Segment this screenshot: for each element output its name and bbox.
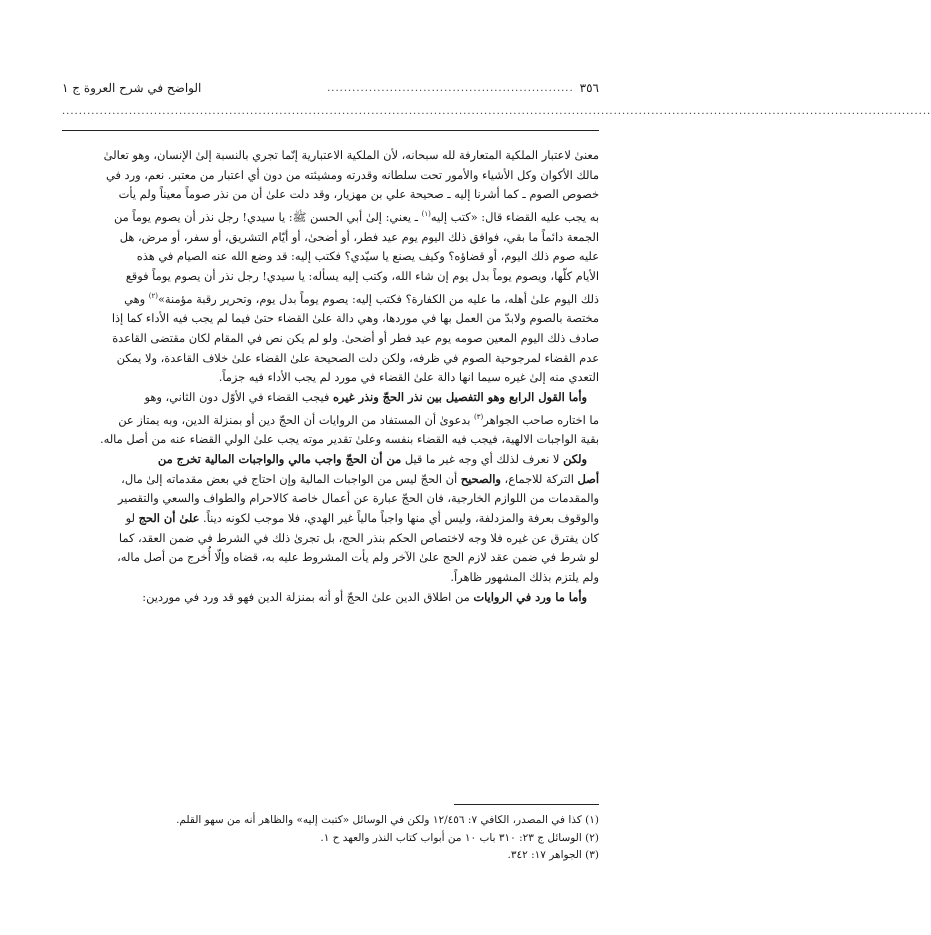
text-line: كان يفترق عن غيره فلا وجه لاختصاص الحكم بنذر الحج، بل تجرىٰ ذلك في الشرط في ضمن العقد، كما: [118, 530, 599, 545]
footnote-2: (٢) الوسائل ج ٢٣: ٣١٠ باب ١٠ من أبواب كتاب النذر والعهد ح ١.: [320, 831, 599, 844]
text-span: ذلك اليوم علىٰ أهله، ما عليه من الكفارة؟ فكتب إليه: يصوم يوماً بدل يوم، وتحرير رقبة مؤمنة»: [157, 291, 599, 306]
footnote-3: (٣) الجواهر ١٧: ٣٤٢.: [507, 849, 599, 861]
bold-span: علىٰ أن الحج: [138, 511, 200, 526]
footnote-rule: [454, 804, 599, 805]
text-span: التركة للاجماع،: [500, 471, 578, 486]
text-line: خصوص الصوم ـ كما أشرنا إليه ـ صحيحة علي بن مهزيار، وقد دلت علىٰ أن من نذر صوماً معيناً ولم يأت: [118, 187, 599, 202]
text-line: [62, 509, 599, 529]
text-span: به يجب عليه القضاء قال: «كتب إليه: [430, 209, 599, 224]
text-line: [62, 588, 599, 608]
body-text: [62, 146, 599, 608]
dotted-separator: ................................................................................................................................................................................................................: [62, 106, 931, 117]
text-span: وهي: [124, 291, 149, 306]
text-span: لو: [125, 511, 139, 526]
text-line: [62, 408, 599, 431]
text-span: ـ يعني: إلىٰ أبي الحسن ﷺ: يا سيدي! رجل نذر أن يصوم يوماً من: [113, 209, 422, 224]
text-line: لو شرط في ضمن عقد لازم الحج علىٰ الآخر ولم يأت المشروط عليه به، قضاه وإلّا أُخرج من أصل ماله،: [117, 550, 599, 565]
footnote-ref: (١): [421, 210, 431, 219]
text-line: مختصة بالصوم ولابدّ من العمل بها في موردها، وهي دالة علىٰ القضاء حتىٰ فيما لم يجب فيه الأداء كما إذا: [111, 311, 599, 326]
text-span: من اطلاق الدين علىٰ الحجّ أو أنه بمنزلة الدين فهو قد ورد في موردين:: [142, 589, 474, 604]
text-line: [62, 450, 599, 470]
text-span: فيجب القضاء في الأوّل دون الثاني، وهو: [144, 390, 333, 405]
text-line: مالك الأكوان وكل الأشياء والأمور تحت سلطانه وقدرته ومشيئته من دون أي اعتبار من معتبر. نعم، ورد في: [105, 167, 599, 182]
text-span: بدعوىٰ أن المستفاد من الروايات أن الحجّ دين أو بمنزلة الدين، وبه يمتاز عن: [118, 412, 475, 427]
running-header: [62, 76, 599, 100]
text-line: ولم يلتزم بذلك المشهور ظاهراً.: [450, 570, 599, 585]
text-line: معنىٰ لاعتبار الملكية المتعارفة لله سبحانه، لأن الملكية الاعتبارية إنّما تجري بالنسبة إلىٰ الإنسان، وهو تعالىٰ: [103, 148, 599, 162]
bold-span: والصحيح: [460, 471, 501, 486]
page-number: ٣٥٦: [579, 81, 599, 95]
text-line: عليه صوم ذلك اليوم، أو قضاؤه؟ وكيف يصنع يا سيّدي؟ فكتب إليه: قد وضع الله عنه الصيام في هذه: [136, 249, 599, 264]
text-line: [62, 388, 599, 408]
bold-span: وأما القول الرابع وهو التفصيل بين نذر الحجّ ونذر غيره: [332, 390, 587, 405]
text-span: والوقوف بعرفة والمزدلفة، وليس أي منها واجباً مالياً غير الهدي، فلا موجب لكونه ديناً.: [199, 511, 599, 526]
header-dot-leader: ...........................................................: [327, 82, 574, 94]
running-title: الواضح في شرح العروة ج ١: [62, 81, 202, 95]
text-span: أن الحجّ ليس من الواجبات المالية وإن احتاج في بعض مقدماته إلىٰ مال،: [121, 471, 461, 486]
bold-span: أصل: [577, 471, 599, 486]
text-line: [62, 287, 599, 310]
footnote-ref: (٢): [148, 291, 158, 300]
text-line: بقية الواجبات الالهية، فيجب فيه القضاء بنفسه وعلىٰ تقدير موته يجب علىٰ الولي القضاء عنه من أصل ماله.: [99, 432, 599, 447]
bold-span: وأما ما ورد في الروايات: [473, 589, 587, 604]
bold-span: ولكن: [563, 451, 587, 466]
text-line: والمقدمات من اللوازم الخارجية، فان الحجّ عبارة عن أعمال خاصة كالاحرام والطواف والسعي والتقصير: [117, 491, 599, 506]
text-span: لا نعرف لذلك أي وجه غير ما قيل: [401, 451, 564, 466]
text-line: الأيام كلّها، ويصوم يوماً بدل يوم إن شاء الله، وكتب إليه يسأله: يا سيدي! رجل نذر أن يصوم يوماً فوقع: [125, 269, 599, 284]
text-span: ما اختاره صاحب الجواهر: [483, 412, 599, 427]
header-rule: [62, 130, 599, 131]
footnote-1: (١) كذا في المصدر، الكافي ٧: ١٢/٤٥٦ ولكن في الوسائل «كتبت إليه» والظاهر أنه من سهو القلم.: [176, 814, 599, 826]
footnotes: [62, 812, 599, 865]
text-line: عدم القضاء لمرجوحية الصوم في ظرفه، ولكن دلت الصحيحة علىٰ القضاء علىٰ خلاف القاعدة، ولا يمكن: [116, 350, 599, 365]
text-line: [62, 470, 599, 490]
footnote-ref: (٣): [474, 412, 484, 421]
text-line: الجمعة دائماً ما بقي، فوافق ذلك اليوم يوم عيد فطر، أو أضحىٰ، أو أيّام التشريق، أو سفر، أو مرض، هل: [119, 229, 599, 244]
text-line: صادف ذلك اليوم المعين صومه يوم عيد فطر أو أضحىٰ. ولو لم يكن نص في المقام لكان مقتضى القاعدة: [112, 330, 599, 345]
text-line: التعدي منه إلىٰ غيره سيما انها دالة علىٰ القضاء في مورد لم يجب الأداء فيه جزماً.: [218, 370, 599, 385]
text-line: [62, 205, 599, 228]
bold-span: من أن الحجّ واجب مالي والواجبات المالية تخرج من: [157, 451, 402, 466]
